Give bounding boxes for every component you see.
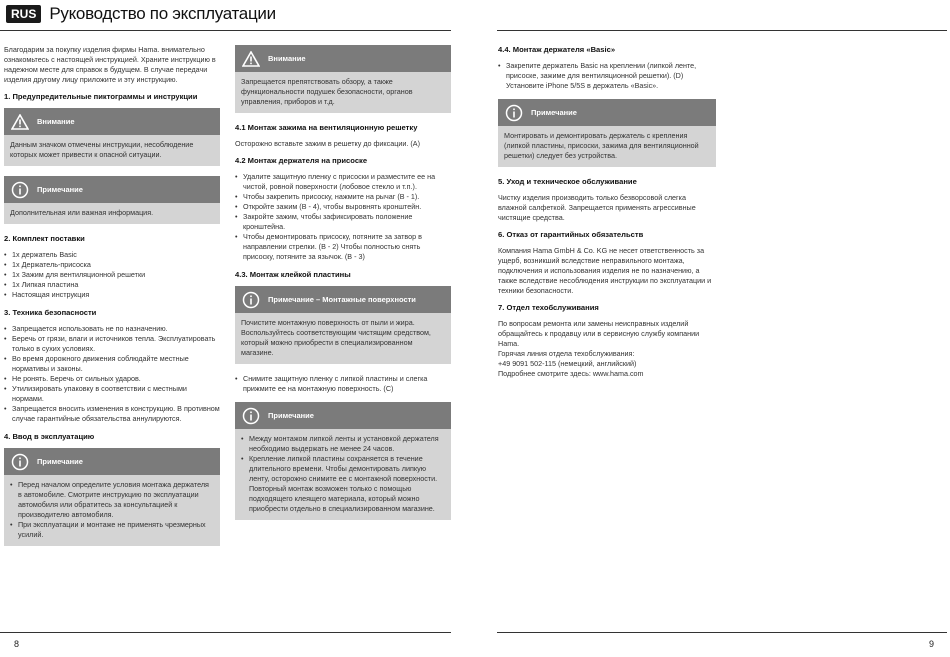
note-label: Примечание – Монтажные поверхности	[268, 294, 416, 304]
warning-box	[4, 108, 220, 166]
info-icon	[241, 406, 261, 426]
column-3	[498, 45, 716, 379]
note-label: Примечание	[268, 410, 314, 420]
list-item: • При эксплуатации и монтаже не применять чрезмерных усилий.	[10, 520, 214, 540]
list-item: • Не ронять. Беречь от сильных ударов.	[4, 374, 220, 384]
section-4-title: 4. Ввод в эксплуатацию	[4, 432, 95, 441]
adhesive-list	[235, 374, 451, 394]
section-7-title: 7. Отдел техобслуживания	[498, 303, 599, 312]
section-4-3-title: 4.3. Монтаж клейкой пластины	[235, 270, 351, 279]
language-badge: RUS	[6, 5, 41, 23]
page-number-left: 8	[14, 639, 20, 649]
list-item: • Удалите защитную пленку с присоски и разместите ее на чистой, ровной поверхности (лобовое стекло и т.п.).	[235, 172, 451, 192]
list-item: • Запрещается вносить изменения в конструкцию. В противном случае гарантийные обязательства аннулируются.	[4, 404, 220, 424]
note-text: Дополнительная или важная информация.	[4, 203, 220, 224]
info-icon	[10, 180, 30, 200]
basic-list	[498, 61, 716, 91]
section-1-title: 1. Предупредительные пиктограммы и инструкции	[4, 92, 198, 101]
intro-text: Благодарим за покупку изделия фирмы Hama. внимательно ознакомьтесь с настоящей инструкцией. Храните инструкцию в надежном месте для справок в будущем. В случае передачи изделия другому лицу приложите и эту инструкцию.	[4, 45, 216, 84]
section-6-text: Компания Hama GmbH & Co. KG не несет ответственность за ущерб, возникший вследствие неправильного монтажа, подключения и использования изделия не по назначению, а также вследствие несоблюдения инструкции по эксплуатации и техники безопасности.	[498, 246, 712, 295]
warning-box	[235, 45, 451, 113]
info-icon	[241, 290, 261, 310]
warning-text: Данным значком отмечены инструкции, несоблюдение которых может привести к опасной ситуации.	[4, 135, 220, 166]
document-title: Руководство по эксплуатации	[49, 4, 276, 23]
warning-label: Внимание	[37, 116, 75, 126]
list-item: • Снимите защитную пленку с липкой пластины и слегка прижмите ее на монтажную поверхность. (C)	[235, 374, 451, 394]
list-item: • Настоящая инструкция	[4, 290, 220, 300]
section-2-title: 2. Комплект поставки	[4, 234, 85, 243]
warning-label: Внимание	[268, 53, 306, 63]
basic-note-box	[498, 99, 716, 167]
section-6-title: 6. Отказ от гарантийных обязательств	[498, 230, 644, 239]
list-item: • Перед началом определите условия монтажа держателя в автомобиле. Смотрите инструкцию по эксплуатации автомобиля или обратитесь за консультацией к производителю автомобиля.	[10, 480, 214, 520]
section-7-text: По вопросам ремонта или замены неисправных изделий обращайтесь к продавцу или в сервисную службу компании Hama.	[498, 319, 700, 348]
section-4-2-title: 4.2 Монтаж держателя на присоске	[235, 156, 368, 165]
list-item: • Крепление липкой пластины сохраняется в течение длительного времени. Чтобы демонтировать липкую ленту, осторожно снимите ее с монтажной поверхности. Повторный монтаж возможен только с помощью подходящего клеящего материала, который можно приобрести отдельно в специализированном магазине.	[241, 454, 445, 514]
header-rule-left	[0, 30, 451, 31]
surface-note-box	[235, 286, 451, 364]
list-item: • Откройте зажим (B - 4), чтобы выровнять кронштейн.	[235, 202, 451, 212]
info-icon	[504, 103, 524, 123]
hotline-phone: +49 9091 502-115 (немецкий, английский)	[498, 359, 637, 368]
list-item: • Чтобы закрепить присоску, нажмите на рычаг (B - 1).	[235, 192, 451, 202]
note-label: Примечание	[37, 184, 83, 194]
warning-icon	[241, 49, 261, 69]
page-header	[6, 4, 276, 24]
suction-list	[235, 172, 451, 262]
warning-text: Запрещается препятствовать обзору, а также функциональности подушек безопасности, органов управления, приборов и т.д.	[235, 72, 451, 113]
list-item: • 1x Держатель-присоска	[4, 260, 220, 270]
footer-rule-right	[497, 632, 947, 633]
list-item: • Закрепите держатель Basic на креплении (липкой ленте, присоске, зажиме для вентиляционной решетки). (D) Установите iPhone 5/5S в держатель «Basic».	[498, 61, 716, 91]
list-item: • Во время дорожного движения соблюдайте местные нормативы и законы.	[4, 354, 220, 374]
section-5-text: Чистку изделия производить только безворсовой слегка влажной салфеткой. Запрещается применять агрессивные чистящие средства.	[498, 193, 696, 222]
warning-icon	[10, 112, 30, 132]
info-icon	[10, 452, 30, 472]
adhesive-note-box	[235, 402, 451, 520]
list-item: • 1x держатель Basic	[4, 250, 220, 260]
list-item: • 1x Зажим для вентиляционной решетки	[4, 270, 220, 280]
note-box	[4, 176, 220, 224]
list-item: • Утилизировать упаковку в соответствии с местными нормами.	[4, 384, 220, 404]
list-item: • Чтобы демонтировать присоску, потяните за затвор в направлении стрелки. (B - 2) Чтобы полностью снять присоску, потяните за язычок. (B - 3)	[235, 232, 451, 262]
section-4-1-text: Осторожно вставьте зажим в решетку до фиксации. (A)	[235, 139, 420, 148]
column-1	[4, 45, 220, 556]
header-rule-right	[497, 30, 947, 31]
more-info: Подробнее смотрите здесь: www.hama.com	[498, 369, 644, 378]
note-label: Примечание	[531, 107, 577, 117]
list-item: • Запрещается использовать не по назначению.	[4, 324, 220, 334]
startup-note-box	[4, 448, 220, 546]
list-item: • 1x Липкая пластина	[4, 280, 220, 290]
delivery-list	[4, 250, 220, 300]
note-label: Примечание	[37, 456, 83, 466]
page-number-right: 9	[929, 639, 935, 649]
section-4-4-title: 4.4. Монтаж держателя «Basic»	[498, 45, 616, 54]
section-3-title: 3. Техника безопасности	[4, 308, 97, 317]
section-4-1-title: 4.1 Монтаж зажима на вентиляционную решетку	[235, 123, 418, 132]
note-text: Почистите монтажную поверхность от пыли и жира. Воспользуйтесь соответствующим чистящим средством, который можно приобрести в специализированном магазине.	[235, 313, 451, 364]
list-item: • Закройте зажим, чтобы зафиксировать положение кронштейна.	[235, 212, 451, 232]
column-2	[235, 45, 451, 530]
hotline-label: Горячая линия отдела техобслуживания:	[498, 349, 635, 358]
adhesive-note-list	[241, 434, 445, 514]
section-5-title: 5. Уход и техническое обслуживание	[498, 177, 637, 186]
safety-list	[4, 324, 220, 424]
startup-note-list	[10, 480, 214, 540]
list-item: • Беречь от грязи, влаги и источников тепла. Эксплуатировать только в сухих условиях.	[4, 334, 220, 354]
note-text: Монтировать и демонтировать держатель с крепления (липкой пластины, присоски, зажима для вентиляционной решетки) следует без устройства.	[498, 126, 716, 167]
footer-rule-left	[0, 632, 451, 633]
list-item: • Между монтажом липкой ленты и установкой держателя необходимо выдержать не менее 24 часов.	[241, 434, 445, 454]
